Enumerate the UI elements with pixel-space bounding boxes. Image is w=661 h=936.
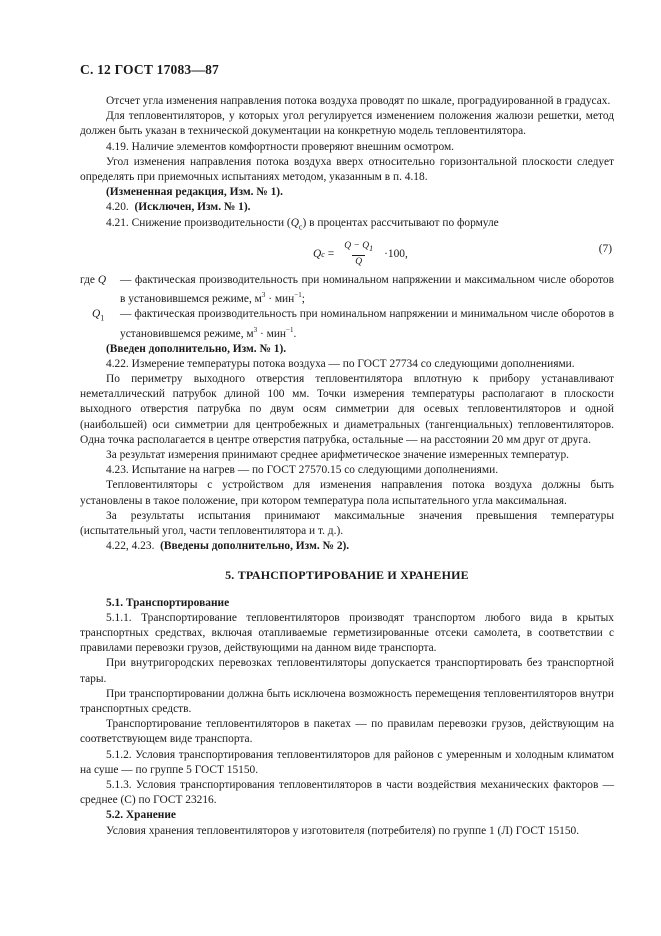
definition-end: .	[293, 327, 297, 340]
formula-tail: ·100,	[384, 247, 408, 260]
clause-text: (Исключен, Изм. № 1).	[134, 201, 251, 214]
definition-text: — фактическая производительность при номинальном напряжении и минимальном числе оборотов в установившемся режиме, м	[120, 308, 614, 340]
clause-text: (Введены дополнительно, Изм. № 2).	[160, 540, 350, 553]
symbol: Q	[97, 274, 107, 287]
formula-lhs: Q	[313, 247, 322, 260]
paragraph: Тепловентиляторы с устройством для изменения направления потока воздуха должны быть установлены в такое положение, при котором температура пола испытательного угла максимальная.	[80, 479, 614, 507]
clause-5-1-2: 5.1.2. Условия транспортирования тепловентиляторов для районов с умеренным и холодным климатом на суше — по группе 5 ГОСТ 15150.	[80, 748, 614, 776]
paragraph: За результат измерения принимают среднее арифметическое значение измеренных температур.	[106, 448, 569, 461]
definition-end: ;	[301, 293, 305, 306]
section-title: 5. ТРАНСПОРТИРОВАНИЕ И ХРАНЕНИЕ	[225, 568, 469, 583]
symbol-subscript: 1	[100, 313, 105, 323]
formula-numerator	[341, 240, 376, 255]
subsection-title: 5.2. Хранение	[106, 809, 176, 822]
page-header: С. 12 ГОСТ 17083—87	[80, 62, 219, 77]
formula-equals: =	[327, 247, 335, 260]
where-word: где	[80, 274, 95, 287]
unit-mid: · мин	[265, 293, 295, 306]
definition-q1	[80, 307, 614, 341]
definition-text: — фактическая производительность при номинальном напряжении и максимальном числе оборотов в установившемся режиме, м	[120, 274, 614, 306]
amendment-note: (Введен дополнительно, Изм. № 1).	[106, 342, 287, 355]
paragraph: Для тепловентиляторов, у которых угол регулируется изменением положения жалюзи решетки, метод должен быть указан в технической документации на конкретную модель тепловентилятора.	[80, 110, 614, 138]
formula-denominator: Q	[352, 255, 365, 269]
paragraph: Транспортирование тепловентиляторов в пакетах — по правилам перевозки грузов, действующим на соответствующем виде транспорта.	[80, 718, 614, 746]
symbol: Q	[290, 216, 299, 229]
symbol: Q	[92, 308, 101, 321]
clause-4-22: 4.22. Измерение температуры потока воздуха — по ГОСТ 27734 со следующими дополнениями.	[106, 357, 575, 370]
formula-number: (7)	[598, 243, 612, 256]
paragraph: Условия хранения тепловентиляторов у изготовителя (потребителя) по группе 1 (Л) ГОСТ 15150.	[106, 824, 580, 837]
unit-mid: · мин	[257, 327, 287, 340]
clause-4-23: 4.23. Испытание на нагрев — по ГОСТ 27570.15 со следующими дополнениями.	[106, 464, 499, 477]
clause-5-1-3: 5.1.3. Условия транспортирования тепловентиляторов в части воздействия механических факторов — среднее (С) по ГОСТ 23216.	[80, 779, 614, 807]
clause-4-19: 4.19. Наличие элементов комфортности проверяют внешним осмотром.	[106, 140, 454, 153]
amendment-note: (Измененная редакция, Изм. № 1).	[106, 186, 283, 199]
unit-sup: 3	[253, 325, 258, 334]
amendment-note	[80, 539, 614, 554]
paragraph: По периметру выходного отверстия тепловентилятора вплотную к прибору устанавливают неметаллический патрубок длиной 100 мм. Точки измерения температуры располагают в плоскости выходного отверстия патрубка по двум осям симметрии для осевых тепловентиляторов и одной (наибольшей) оси симметрии для центробежных и диаметральных (тангенциальных) тепловентиляторов. Одна точка располагается в центре отверстия патрубка, остальные — на расстоянии 20 мм друг от друга.	[80, 372, 614, 446]
definition-q	[80, 273, 614, 307]
formula-7	[80, 236, 614, 270]
symbol-subscript: с	[298, 221, 303, 231]
formula-expression	[313, 240, 408, 269]
numerator-text: Q − Q	[344, 241, 370, 252]
definition-label	[92, 307, 104, 325]
paragraph: При транспортировании должна быть исключена возможность перемещения тепловентиляторов внутри транспортных средств.	[80, 687, 614, 715]
clause-text: 4.21. Снижение производительности (	[106, 216, 291, 229]
clause-4-20	[80, 200, 614, 215]
clause-text-end: ) в процентах рассчитывают по формуле	[302, 216, 499, 229]
paragraph: При внутригородских перевозках тепловентиляторы допускается транспортировать без транспортной тары.	[80, 657, 614, 685]
formula-lhs-sub: c	[321, 249, 325, 259]
clause-4-21	[80, 216, 614, 234]
paragraph: Отсчет угла изменения направления потока воздуха проводят по шкале, проградуированной в градусах.	[106, 95, 611, 107]
formula-fraction	[341, 240, 376, 269]
page-body	[80, 94, 614, 839]
numerator-sub: 1	[369, 244, 374, 253]
clause-number: 4.20.	[106, 201, 129, 214]
clause-number: 4.22, 4.23.	[106, 540, 155, 553]
definition-label	[80, 273, 106, 288]
clause-5-1-1: 5.1.1. Транспортирование тепловентиляторов производят транспортом любого вида в крытых транспортных средствах, включая отапливаемые герметизированные отсеки самолета, в соответствии с правилами перевозки грузов, действующими на данном виде транспорта.	[80, 611, 614, 655]
unit-sup: 3	[261, 291, 266, 300]
subsection-title: 5.1. Транспортирование	[106, 596, 230, 609]
unit-sup: −1	[286, 325, 294, 334]
paragraph: Угол изменения направления потока воздуха вверх относительно горизонтальной плоскости следует определять при приемочных испытаниях методом, указанным в п. 4.18.	[80, 155, 614, 184]
paragraph: За результаты испытания принимают максимальные значения превышения температуры (испытательный угол, части тепловентилятора и т. д.).	[80, 509, 614, 537]
unit-sup: −1	[294, 291, 302, 300]
